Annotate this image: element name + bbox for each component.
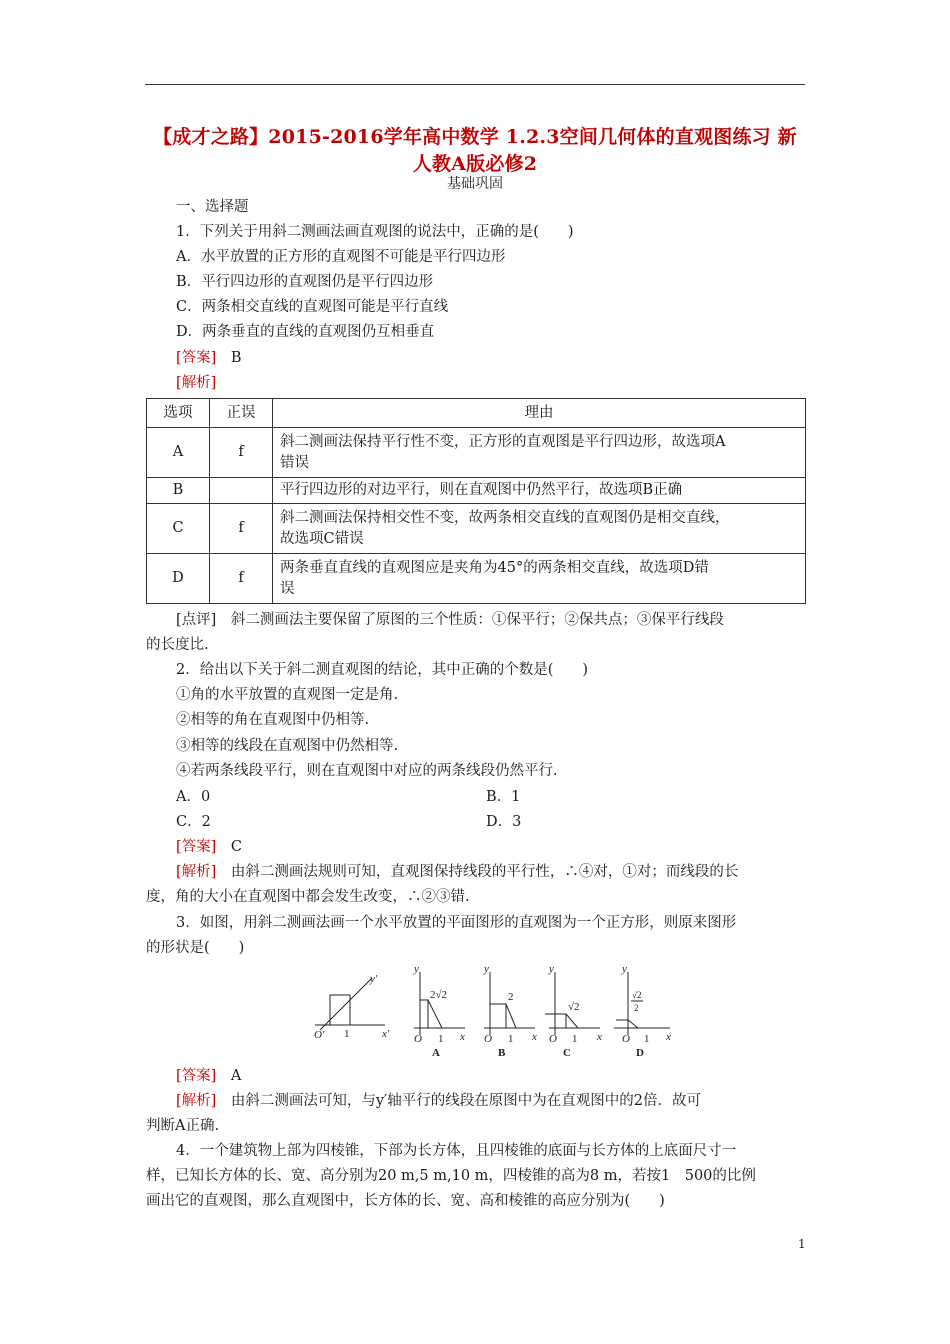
- q1-stem: 1．下列关于用斜二测画法画直观图的说法中，正确的是( ): [176, 224, 574, 240]
- q3-answer: [答案] A: [176, 1068, 242, 1084]
- q1-comment-cont: 的长度比.: [146, 637, 209, 653]
- answer-tag: [答案]: [176, 350, 217, 366]
- svg-text:2: 2: [508, 991, 514, 1003]
- svg-text:√2: √2: [568, 1001, 580, 1013]
- table-header: 理由: [273, 399, 806, 428]
- q2-option-c: C．2: [176, 814, 211, 830]
- q4-stem-cont: 样，已知长方体的长、宽、高分别为20 m,5 m,10 m，四棱锥的高为8 m，若按1 500的比例: [146, 1168, 756, 1184]
- q3-analysis: [解析] 由斜二测画法可知，与y′轴平行的线段在原图中为在直观图中的2倍．故可: [176, 1093, 702, 1109]
- q2-answer: [答案] C: [176, 839, 242, 855]
- table-row: C f 斜二测画法保持相交性不变，故两条相交直线的直观图仍是相交直线， 故选项C错误: [147, 504, 806, 554]
- q1-option-d: D．两条垂直的直线的直观图仍互相垂直: [176, 324, 435, 340]
- svg-text:1: 1: [644, 1033, 650, 1045]
- svg-text:x: x: [666, 1031, 671, 1043]
- reason-cell: 斜二测画法保持相交性不变，故两条相交直线的直观图仍是相交直线， 故选项C错误: [273, 504, 806, 554]
- svg-text:y: y: [549, 963, 554, 975]
- svg-text:O: O: [484, 1033, 492, 1045]
- svg-text:x: x: [460, 1031, 465, 1043]
- reason-cell: 斜二测画法保持平行性不变，正方形的直观图是平行四边形，故选项A 错误: [273, 428, 806, 478]
- svg-text:A: A: [432, 1047, 440, 1059]
- q3-analysis-cont: 判断A正确.: [146, 1118, 220, 1134]
- q4-stem: 4．一个建筑物上部为四棱锥，下部为长方体，且四棱锥的底面与长方体的上底面尺寸一: [176, 1143, 737, 1159]
- svg-text:y: y: [484, 963, 489, 975]
- svg-text:x': x': [382, 1028, 390, 1040]
- page-number: 1: [798, 1237, 806, 1251]
- q1-comment: [点评] 斜二测画法主要保留了原图的三个性质：①保平行；②保共点；③保平行线段: [176, 612, 724, 628]
- q3-stem-cont: 的形状是( ): [146, 940, 245, 956]
- answer-value: B: [230, 350, 242, 366]
- svg-text:y: y: [414, 963, 419, 975]
- table-row: A f 斜二测画法保持平行性不变，正方形的直观图是平行四边形，故选项A 错误: [147, 428, 806, 478]
- reason-cell: 平行四边形的对边平行，则在直观图中仍然平行，故选项B正确: [273, 478, 806, 504]
- table-header: 选项: [147, 399, 210, 428]
- svg-text:x: x: [532, 1031, 537, 1043]
- option-d-diagram: [614, 963, 671, 1059]
- q2-option-d: D．3: [486, 814, 522, 830]
- q1-option-a: A．水平放置的正方形的直观图不可能是平行四边形: [176, 249, 506, 265]
- q1-option-b: B．平行四边形的直观图仍是平行四边形: [176, 274, 434, 290]
- q2-item: ①角的水平放置的直观图一定是角.: [176, 687, 399, 703]
- svg-text:y': y': [370, 973, 378, 985]
- q2-item: ③相等的线段在直观图中仍然相等.: [176, 738, 399, 754]
- q2-item: ④若两条线段平行，则在直观图中对应的两条线段仍然平行.: [176, 763, 558, 779]
- q2-option-a: A．0: [176, 789, 211, 805]
- option-c-diagram: [545, 963, 602, 1059]
- svg-text:2√2: 2√2: [430, 989, 448, 1001]
- section-heading: 一、选择题: [176, 199, 249, 215]
- table-row: D f 两条垂直直线的直观图应是夹角为45°的两条相交直线，故选项D错 误: [147, 554, 806, 604]
- svg-text:O: O: [414, 1033, 422, 1045]
- q2-item: ②相等的角在直观图中仍相等.: [176, 712, 370, 728]
- q2-analysis: [解析] 由斜二测画法规则可知，直观图保持线段的平行性，∴④对，①对；而线段的长: [176, 864, 739, 880]
- header-rule: [145, 84, 805, 85]
- svg-text:B: B: [498, 1047, 506, 1059]
- reason-cell: 两条垂直直线的直观图应是夹角为45°的两条相交直线，故选项D错 误: [273, 554, 806, 604]
- q1-option-c: C．两条相交直线的直观图可能是平行直线: [176, 299, 449, 315]
- svg-text:√2: √2: [632, 990, 642, 1000]
- q2-option-b: B．1: [486, 789, 521, 805]
- option-b-diagram: [483, 963, 537, 1059]
- analysis-table: [146, 398, 806, 604]
- svg-text:D: D: [636, 1047, 644, 1059]
- svg-text:1: 1: [438, 1033, 444, 1045]
- q3-stem: 3．如图，用斜二测画法画一个水平放置的平面图形的直观图为一个正方形，则原来图形: [176, 915, 737, 931]
- q2-analysis-cont: 度，角的大小在直观图中都会发生改变，∴②③错.: [146, 889, 470, 905]
- q2-stem: 2．给出以下关于斜二测直观图的结论，其中正确的个数是( ): [176, 662, 589, 678]
- svg-text:1: 1: [508, 1033, 514, 1045]
- svg-text:O: O: [622, 1033, 630, 1045]
- table-header-row: [147, 399, 806, 428]
- svg-text:C: C: [563, 1047, 571, 1059]
- table-header: 正误: [210, 399, 273, 428]
- q3-figure: [310, 960, 680, 1060]
- main-diagram: [314, 973, 390, 1041]
- option-a-diagram: [413, 963, 465, 1059]
- q1-answer: [176, 349, 241, 367]
- svg-text:1: 1: [344, 1028, 350, 1040]
- svg-text:O: O: [549, 1033, 557, 1045]
- svg-text:2: 2: [634, 1003, 639, 1013]
- q4-stem-cont: 画出它的直观图，那么直观图中，长方体的长、宽、高和棱锥的高应分别为( ): [146, 1193, 665, 1209]
- svg-text:O': O': [314, 1029, 325, 1041]
- q1-analysis-tag: [解析]: [176, 375, 217, 391]
- svg-text:1: 1: [572, 1033, 578, 1045]
- document-title: 【成才之路】2015-2016学年高中数学 1.2.3空间几何体的直观图练习 新人教A版必修2: [153, 126, 797, 175]
- svg-text:x: x: [597, 1031, 602, 1043]
- section-subtitle: 基础巩固: [447, 176, 503, 192]
- table-row: B 平行四边形的对边平行，则在直观图中仍然平行，故选项B正确: [147, 478, 806, 504]
- svg-text:y: y: [622, 963, 627, 975]
